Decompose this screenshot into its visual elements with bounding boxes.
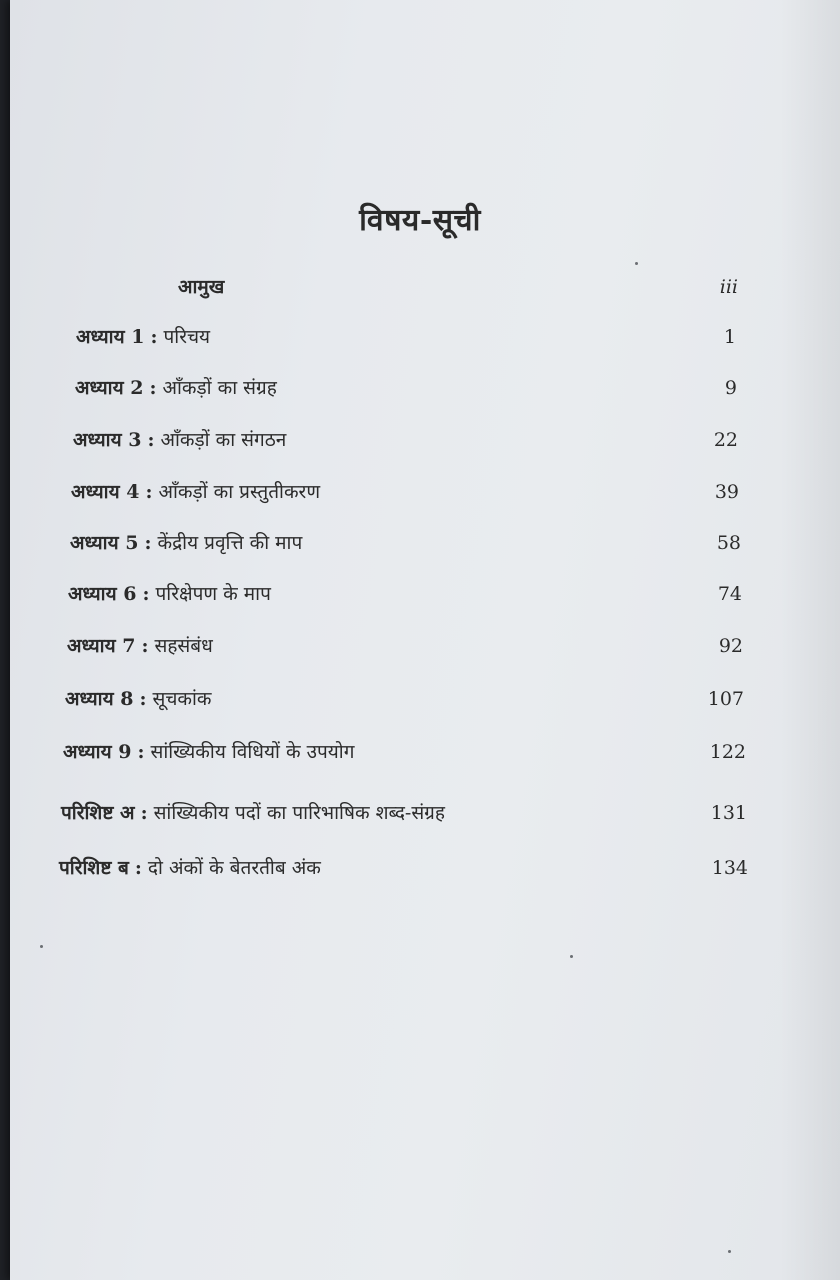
toc-entry-page: 58 xyxy=(716,532,741,554)
toc-entry-page: 9 xyxy=(724,377,737,399)
toc-entry-separator: : xyxy=(142,583,150,605)
toc-entry-separator: : xyxy=(144,532,152,554)
paper-speck xyxy=(40,945,43,948)
toc-entry-page: 134 xyxy=(711,857,748,879)
toc-entry-separator: : xyxy=(141,635,149,657)
toc-entry-separator: : xyxy=(145,481,153,503)
toc-entry-title: सांख्यिकीय विधियों के उपयोग xyxy=(150,741,355,763)
toc-title: विषय-सूची xyxy=(359,203,481,238)
toc-entry-title: सांख्यिकीय पदों का पारिभाषिक शब्द-संग्रह xyxy=(153,802,445,824)
toc-entry-title: आँकड़ों का संगठन xyxy=(160,429,287,451)
toc-entry-chapter-7 xyxy=(67,631,743,661)
toc-entry-label xyxy=(63,737,354,767)
toc-entry-page: 131 xyxy=(710,802,747,824)
paper-speck xyxy=(570,955,573,958)
toc-entry-title: परिक्षेपण के माप xyxy=(155,583,271,605)
toc-entry-chapter-1 xyxy=(76,322,736,352)
toc-entry-page: 1 xyxy=(723,326,736,348)
toc-entry-title: दो अंकों के बेतरतीब अंक xyxy=(147,857,321,879)
toc-entry-chapter-8 xyxy=(65,684,744,714)
toc-entry-title: सूचकांक xyxy=(152,688,212,710)
toc-entry-label xyxy=(61,798,445,828)
toc-entry-page: 74 xyxy=(717,583,742,605)
toc-entry-label xyxy=(76,322,210,352)
toc-entry-prefix: अध्याय 7 xyxy=(67,635,136,657)
toc-entry-label xyxy=(75,373,277,403)
toc-entry-prefix: अध्याय 1 xyxy=(76,326,145,348)
toc-entry-label xyxy=(68,579,271,609)
toc-entry-label xyxy=(65,684,212,714)
toc-entry-chapter-5 xyxy=(70,528,741,558)
toc-entry-prefix: परिशिष्ट ब xyxy=(59,857,129,879)
toc-entry-label xyxy=(67,631,213,661)
toc-entry-chapter-2 xyxy=(75,373,737,403)
toc-entry-title: परिचय xyxy=(163,326,211,348)
toc-entry-title: आमुख xyxy=(178,276,225,298)
paper-speck xyxy=(635,262,638,265)
toc-entry-appendix-b xyxy=(59,853,748,883)
toc-entry-prefix: परिशिष्ट अ xyxy=(61,802,135,824)
toc-entry-prefix: अध्याय 4 xyxy=(71,481,140,503)
toc-entry-title: आँकड़ों का प्रस्तुतीकरण xyxy=(158,481,321,503)
toc-entry-separator: : xyxy=(150,326,158,348)
toc-entry-appendix-a xyxy=(61,798,747,828)
toc-entry-page: 92 xyxy=(718,635,743,657)
toc-entry-separator: : xyxy=(149,377,157,399)
toc-entry-prefix: अध्याय 3 xyxy=(73,429,142,451)
toc-entry-chapter-9 xyxy=(63,737,746,767)
toc-entry-prefix: अध्याय 2 xyxy=(75,377,144,399)
toc-entry-page: 122 xyxy=(709,741,746,763)
toc-entry-prefix: अध्याय 5 xyxy=(70,532,139,554)
toc-entry-title: आँकड़ों का संग्रह xyxy=(162,377,277,399)
toc-entry-page: 22 xyxy=(713,429,738,451)
toc-entry-page: 39 xyxy=(714,481,739,503)
toc-entry-chapter-4 xyxy=(71,477,739,507)
toc-entry-separator: : xyxy=(137,741,145,763)
toc-entry-separator: : xyxy=(140,802,148,824)
toc-entry-chapter-6 xyxy=(68,579,742,609)
toc-entry-page: 107 xyxy=(707,688,744,710)
toc-entry-title: सहसंबंध xyxy=(154,635,213,657)
toc-entry-title: केंद्रीय प्रवृत्ति की माप xyxy=(157,532,303,554)
toc-entry-label xyxy=(178,272,224,302)
toc-entry-page: iii xyxy=(719,276,738,298)
toc-entry-label xyxy=(70,528,302,558)
toc-entry-label xyxy=(59,853,321,883)
toc-entry-preface xyxy=(178,272,738,302)
toc-entry-separator: : xyxy=(134,857,142,879)
toc-entry-prefix: अध्याय 9 xyxy=(63,741,132,763)
toc-entry-prefix: अध्याय 6 xyxy=(68,583,137,605)
toc-entry-label xyxy=(73,425,286,455)
toc-entry-chapter-3 xyxy=(73,425,738,455)
toc-entry-prefix: अध्याय 8 xyxy=(65,688,134,710)
toc-entry-separator: : xyxy=(147,429,155,451)
paper-speck xyxy=(728,1250,731,1253)
toc-entry-separator: : xyxy=(139,688,147,710)
toc-entry-label xyxy=(71,477,320,507)
